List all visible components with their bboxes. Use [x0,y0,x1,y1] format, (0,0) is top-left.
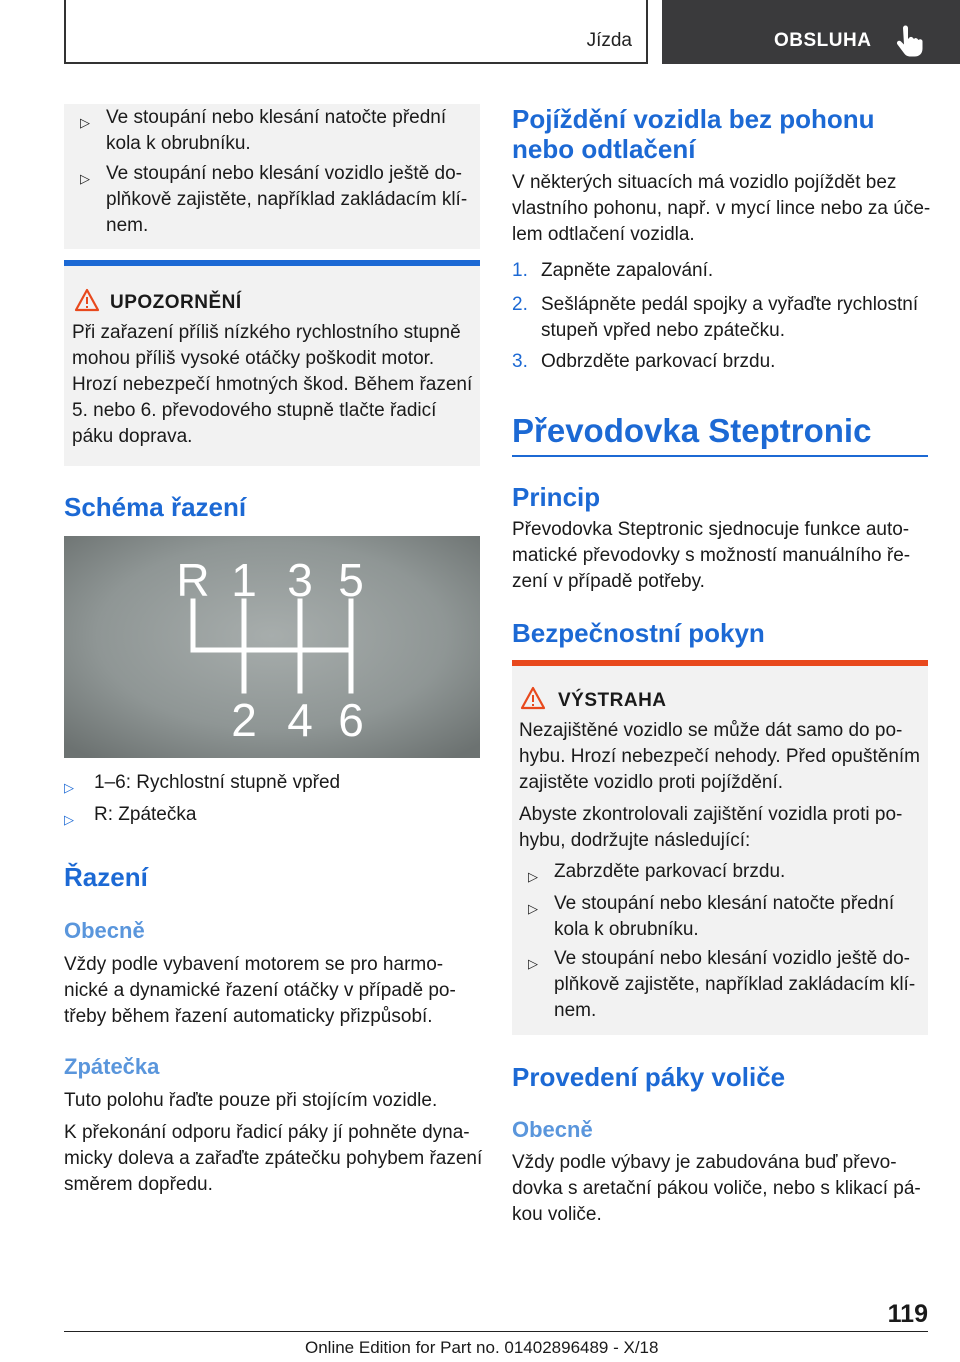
step-text: Odbrzděte parkovací brzdu. [541,351,776,372]
triangle-bullet-icon: ▷ [528,956,538,971]
subheading-zpatecka: Zpátečka [64,1054,160,1079]
warning-title: VÝSTRAHA [558,690,667,711]
pojizdeni-text: V některých situacích má vozidlo pojíždět bez vlastního pohonu, např. v mycí lince nebo za úče- lem odtlačení vozidla. [512,172,931,245]
warning-text-1: Nezajištěné vozidlo se může dát samo do po- hybu. Hrozí nebezpečí nehody. Před opuštěním zajistěte vozidlo proti pojíždění. [519,720,921,793]
header-frame [64,0,648,64]
triangle-bullet-icon: ▷ [80,171,90,186]
section-heading-razeni: Řazení [64,862,148,892]
gear-label-3: 3 [287,554,313,606]
provedeni-obecne-text: Vždy podle výbavy je zabudována buď převo- dovka s aretační pákou voliče, nebo s klikací pá- kou voliče. [512,1152,921,1225]
chapter-tab[interactable] [662,0,960,64]
warning-bar [512,660,928,666]
footer-rule [64,1331,928,1332]
gear-label-5: 5 [338,554,364,606]
step-number: 1. [512,260,528,281]
chapter-tab-label: OBSLUHA [774,30,872,51]
section-heading-princip: Princip [512,482,601,512]
section-heading-pojizdeni: Pojíždění vozidla bez pohonu nebo odtlačení [512,104,875,164]
caution-title: UPOZORNĚNÍ [110,292,242,313]
zpatecka-text-2: K překonání odporu řadicí páky jí pohněte dyna- micky doleva a zařaďte zpátečku pohybem řazení směrem dopředu. [64,1122,483,1195]
warning-triangle-icon [520,686,546,710]
section-heading-provedeni: Provedení páky voliče [512,1062,786,1092]
triangle-bullet-icon: ▷ [64,812,74,827]
warning-triangle-icon [74,288,100,312]
zpatecka-text-1: Tuto polohu řaďte pouze při stojícím vozidle. [64,1090,438,1111]
gear-label-r: R [176,554,210,606]
gear-label-6: 6 [338,694,364,746]
step-item [512,292,928,341]
chapter-heading-steptronic: Převodovka Steptronic [512,412,872,449]
hand-pointer-icon [892,24,926,58]
gear-shift-pattern-image [64,536,480,758]
triangle-bullet-icon: ▷ [64,780,74,795]
step-number: 2. [512,294,528,315]
triangle-bullet-icon: ▷ [528,901,538,916]
edition-note: Online Edition for Part no. 01402896489 - X/18 [305,1338,659,1357]
princip-text: Převodovka Steptronic sjednocuje funkce auto- matické převodovky s možností manuálního ře- zení v případě potřeby. [512,519,911,592]
section-title: Jízda [586,30,632,51]
triangle-bullet-icon: ▷ [528,869,538,884]
triangle-bullet-icon: ▷ [80,115,90,130]
section-heading-bezpecnostni: Bezpečnostní pokyn [512,618,765,648]
step-text: Sešlápněte pedál spojky a vyřaďte rychlostní stupeň vpřed nebo zpátečku. [541,294,919,341]
heading-rule [512,455,928,457]
caution-bar [64,260,480,266]
warning-text-2: Abyste zkontrolovali zajištění vozidla proti po- hybu, dodržujte následující: [519,804,903,851]
caution-text: Při zařazení příliš nízkého rychlostního stupně mohou příliš vysoké otáčky poškodit motor. Hrozí nebezpečí hmotných škod. Během řazení 5. nebo 6. převodového stupně tlačte řadicí páku doprava. [72,322,473,447]
section-heading-schema: Schéma řazení [64,492,247,522]
step-number: 3. [512,351,528,372]
step-item [512,349,928,375]
page-number: 119 [887,1300,928,1328]
subheading-obecne-right: Obecně [512,1117,593,1142]
obecne-text: Vždy podle vybavení motorem se pro harmo- nické a dynamické řazení otáčky v případě po- třeby během řazení automaticky přizpůsobí. [64,954,456,1027]
subheading-obecne: Obecně [64,918,145,943]
gear-label-1: 1 [231,554,257,606]
gear-label-4: 4 [287,694,313,746]
gear-label-2: 2 [231,694,257,746]
step-item [512,258,928,284]
step-text: Zapněte zapalování. [541,260,714,281]
